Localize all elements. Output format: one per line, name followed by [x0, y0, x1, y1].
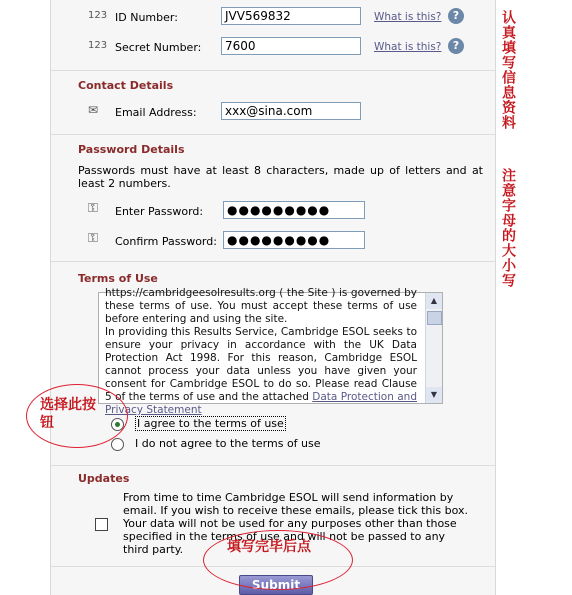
- privacy-statement-link[interactable]: Data Protection and Privacy Statement: [105, 391, 417, 416]
- help-icon[interactable]: ?: [448, 8, 464, 24]
- password-section: [51, 135, 495, 262]
- enter-password-input[interactable]: ●●●●●●●●●: [223, 201, 365, 219]
- email-row: [51, 102, 495, 124]
- annotation-after-fill: 填写完毕后点: [227, 539, 311, 555]
- keypad-icon: 123: [88, 40, 108, 51]
- confirm-password-input[interactable]: ●●●●●●●●●: [223, 231, 365, 249]
- id-number-row: [51, 7, 495, 29]
- email-label: Email Address:: [115, 106, 197, 119]
- contact-title: Contact Details: [78, 79, 174, 92]
- confirm-password-label: Confirm Password:: [115, 235, 217, 248]
- identity-section: [51, 0, 495, 71]
- scroll-up-icon[interactable]: ▲: [426, 293, 442, 309]
- updates-title: Updates: [78, 472, 130, 485]
- envelope-icon: ✉: [88, 103, 99, 117]
- disagree-label: I do not agree to the terms of use: [135, 437, 321, 450]
- updates-text: From time to time Cambridge ESOL will send information by email. If you wish to receive these emails, please tick this box. Your data will not be used for any purposes other than those specified in the terms of use and will not be passed to any third party.: [123, 491, 469, 556]
- terms-title: Terms of Use: [78, 272, 158, 285]
- annotation-fill-info: 认真填写信息资料: [500, 10, 516, 130]
- password-note: Passwords must have at least 8 characters, made up of letters and at least 2 numbers.: [78, 164, 483, 190]
- results-form: [50, 0, 496, 595]
- terms-intro: https://cambridgeesolresults.org ( the Site ) is governed by these terms of use. You must accept these terms of use before entering and using the site.: [105, 287, 417, 325]
- help-icon[interactable]: ?: [448, 38, 464, 54]
- secret-number-row: [51, 37, 495, 59]
- terms-section: [51, 262, 495, 466]
- annotation-select-button: 选择此按钮: [40, 397, 96, 431]
- updates-checkbox[interactable]: [95, 518, 108, 531]
- scroll-thumb[interactable]: [427, 311, 442, 325]
- id-number-label: ID Number:: [115, 11, 178, 24]
- terms-body: In providing this Results Service, Cambridge ESOL seeks to ensure your privacy in accordance with the UK Data Protection Act 1998. For this reason, Cambridge ESOL cannot process your data unless you have given your consent for Cambridge ESOL to do so. Please read Clause 5 of the terms of use and the attached: [105, 326, 417, 403]
- terms-body-wrap: [105, 326, 417, 417]
- scroll-down-icon[interactable]: ▼: [426, 387, 442, 403]
- enter-password-row: [51, 201, 495, 223]
- keypad-icon: 123: [88, 10, 108, 21]
- terms-scrollbar[interactable]: [425, 293, 442, 403]
- contact-section: [51, 71, 495, 135]
- enter-password-label: Enter Password:: [115, 205, 204, 218]
- key-icon: ⚿: [88, 231, 98, 246]
- id-number-input[interactable]: JVV569832: [221, 7, 361, 25]
- id-what-is-this-link[interactable]: What is this?: [374, 11, 442, 23]
- secret-what-is-this-link[interactable]: What is this?: [374, 41, 442, 53]
- submit-button[interactable]: Submit: [239, 575, 313, 595]
- secret-number-input[interactable]: 7600: [221, 37, 361, 55]
- email-input[interactable]: xxx@sina.com: [221, 102, 361, 120]
- secret-number-label: Secret Number:: [115, 41, 202, 54]
- terms-text-box[interactable]: [98, 287, 443, 416]
- password-title: Password Details: [78, 143, 185, 156]
- confirm-password-row: [51, 231, 495, 253]
- agree-label: I agree to the terms of use: [137, 417, 284, 430]
- terms-text: [105, 287, 417, 417]
- disagree-radio[interactable]: [111, 438, 124, 451]
- key-icon: ⚿: [88, 201, 98, 216]
- annotation-case-sensitive: 注意字母的大小写: [500, 168, 516, 288]
